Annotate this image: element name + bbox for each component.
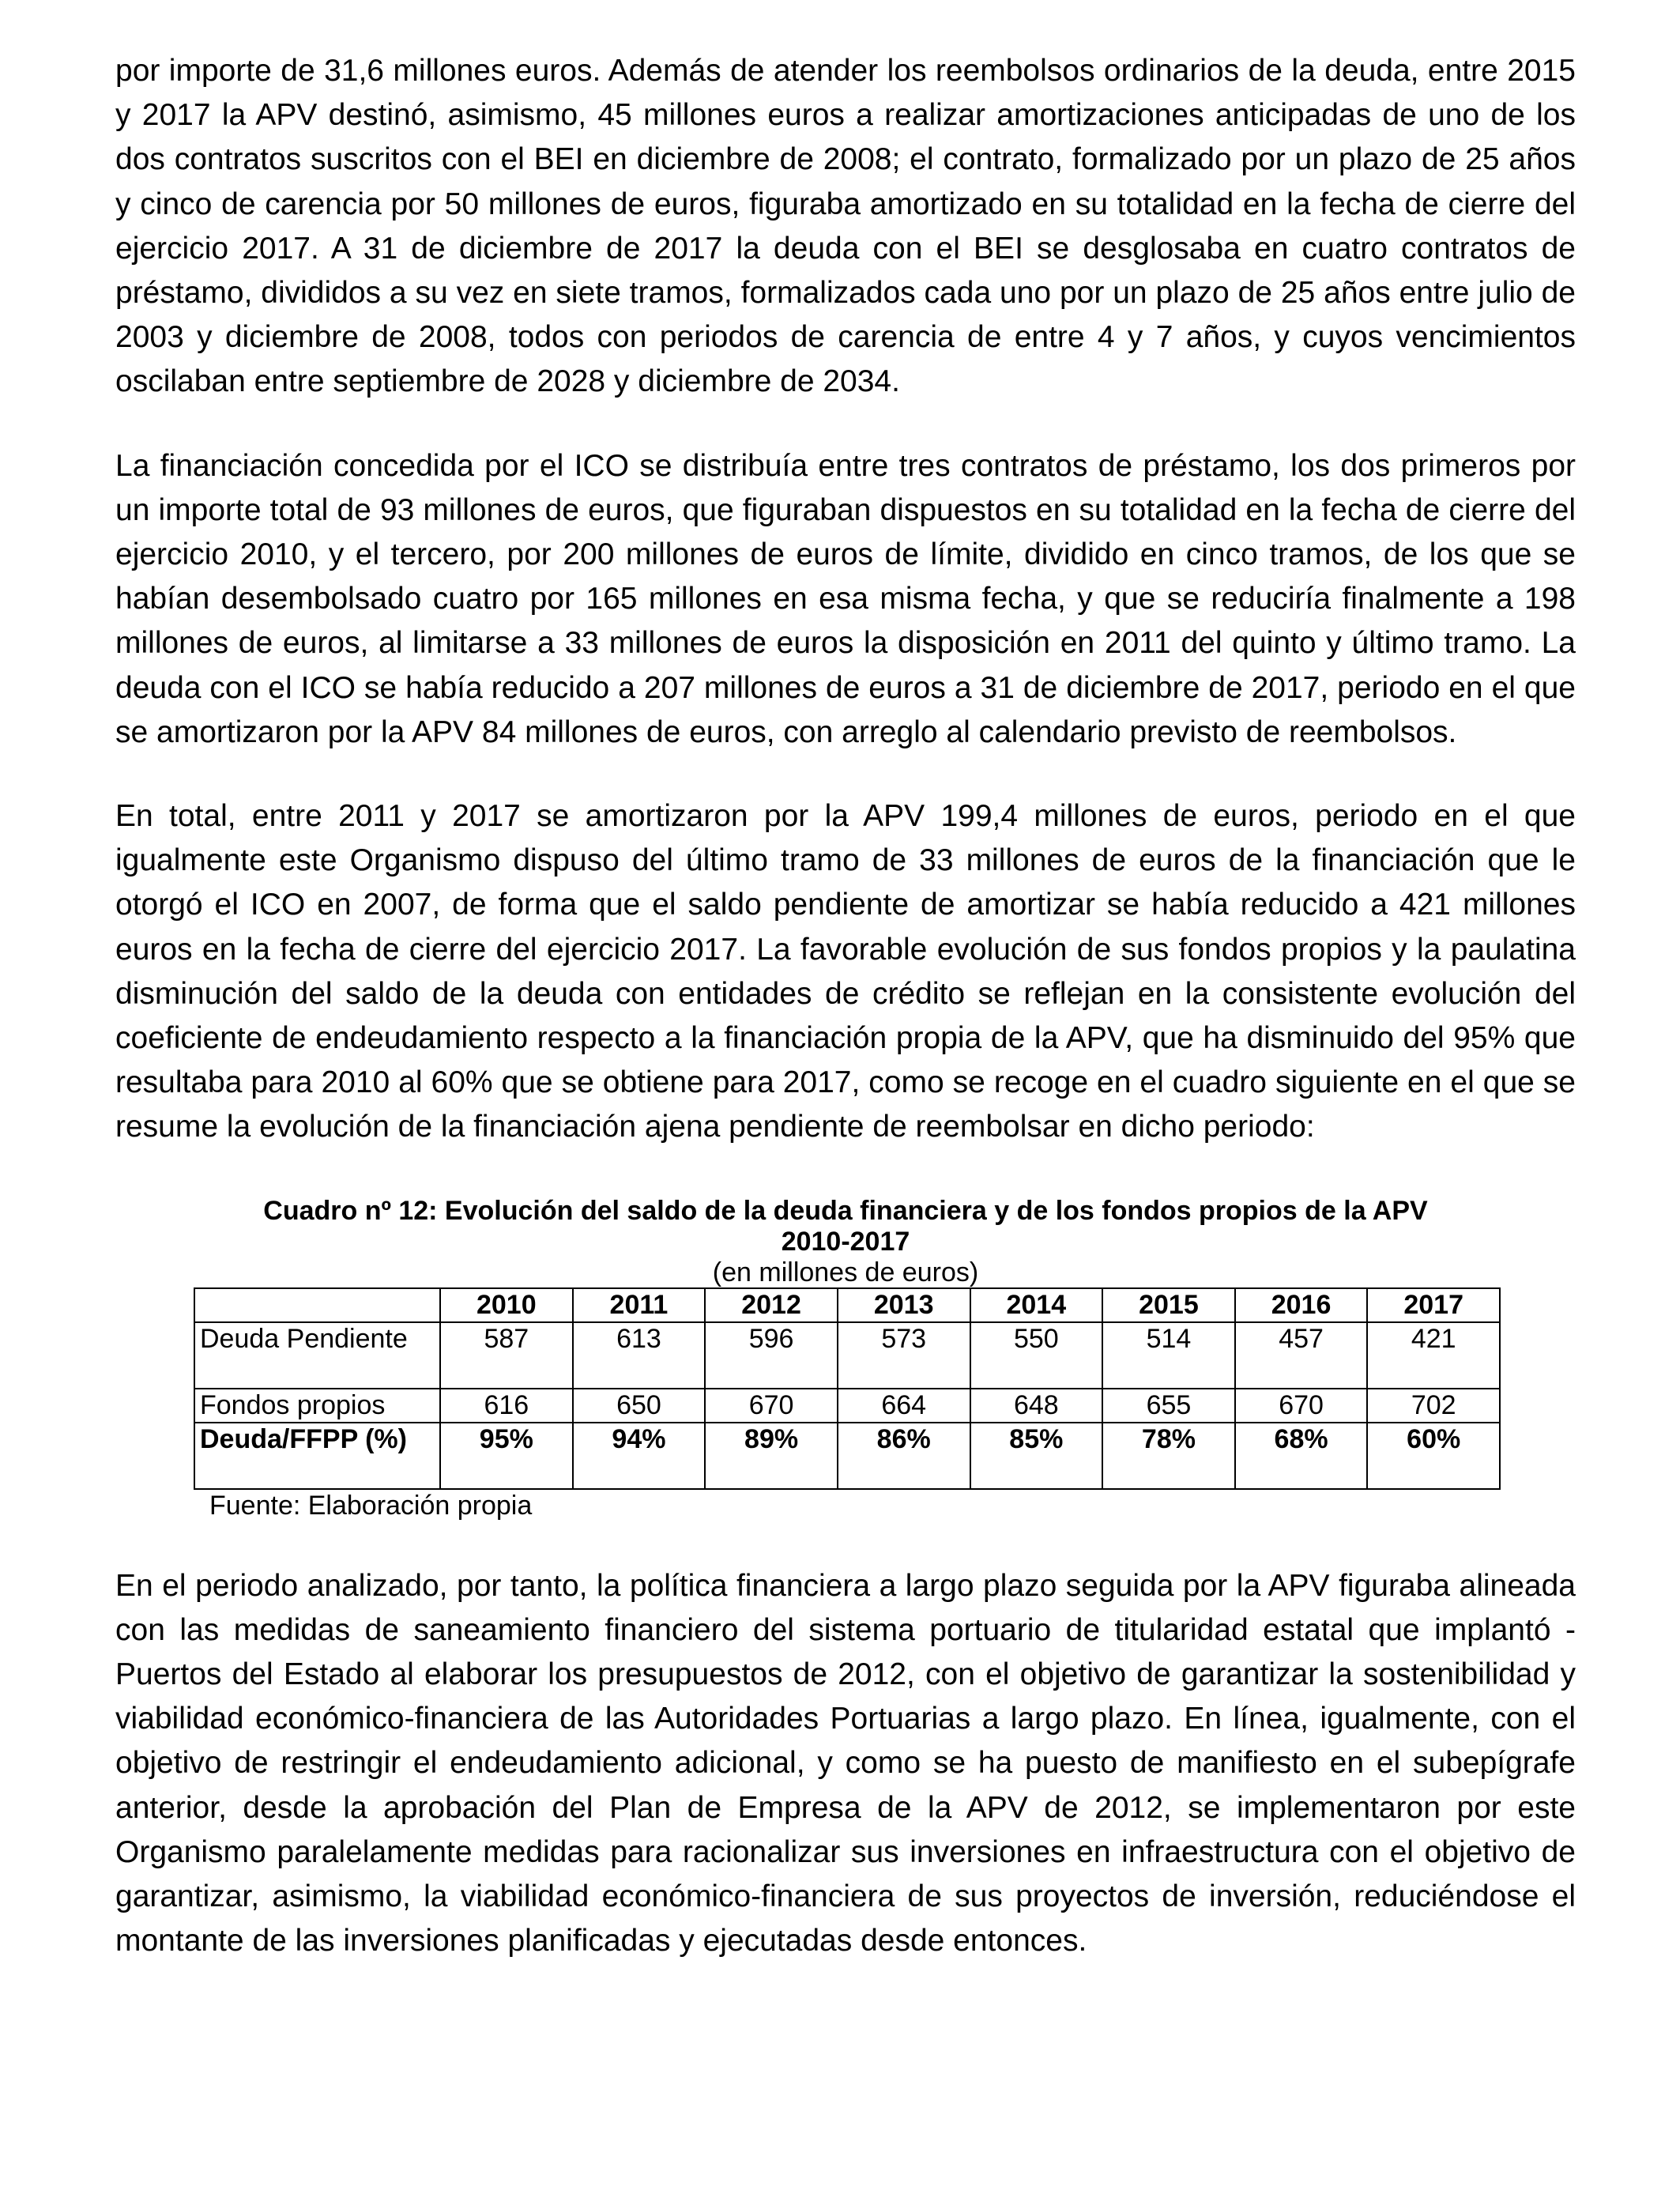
table-cell: 587 — [440, 1322, 573, 1389]
table-row — [194, 1322, 1500, 1389]
table-cell: 648 — [970, 1389, 1103, 1423]
table-cell: 421 — [1367, 1322, 1500, 1389]
table-cell: 702 — [1367, 1389, 1500, 1423]
table-source: Fuente: Elaboración propia — [209, 1490, 533, 1521]
table-header-row — [194, 1288, 1500, 1322]
row-label: Deuda/FFPP (%) — [194, 1423, 440, 1489]
table-cell: 78% — [1102, 1423, 1235, 1489]
debt-table-block — [115, 1196, 1576, 1521]
header-year: 2017 — [1367, 1288, 1500, 1322]
table-cell: 514 — [1102, 1322, 1235, 1389]
table-cell: 596 — [705, 1322, 838, 1389]
table-cell: 68% — [1235, 1423, 1368, 1489]
table-cell: 664 — [838, 1389, 970, 1423]
table-cell: 670 — [1235, 1389, 1368, 1423]
debt-table — [194, 1287, 1501, 1490]
table-cell: 86% — [838, 1423, 970, 1489]
header-year: 2013 — [838, 1288, 970, 1322]
table-title-line2: 2010-2017 — [781, 1226, 910, 1257]
table-cell: 94% — [573, 1423, 706, 1489]
table-cell: 89% — [705, 1423, 838, 1489]
document-page — [115, 49, 1576, 1964]
table-cell: 60% — [1367, 1423, 1500, 1489]
table-cell: 457 — [1235, 1322, 1368, 1389]
header-year: 2011 — [573, 1288, 706, 1322]
table-row — [194, 1389, 1500, 1423]
header-year: 2016 — [1235, 1288, 1368, 1322]
table-cell: 670 — [705, 1389, 838, 1423]
table-title-line1: Cuadro nº 12: Evolución del saldo de la deuda financiera y de los fondos propios de la APV — [263, 1195, 1428, 1226]
table-cell: 650 — [573, 1389, 706, 1423]
row-label: Fondos propios — [194, 1389, 440, 1423]
table-cell: 573 — [838, 1322, 970, 1389]
table-cell: 655 — [1102, 1389, 1235, 1423]
table-title — [115, 1196, 1576, 1257]
header-empty-cell — [194, 1288, 440, 1322]
table-cell: 550 — [970, 1322, 1103, 1389]
header-year: 2012 — [705, 1288, 838, 1322]
table-cell: 616 — [440, 1389, 573, 1423]
table-cell: 85% — [970, 1423, 1103, 1489]
paragraph-total-amortization: En total, entre 2011 y 2017 se amortizaron por la APV 199,4 millones de euros, periodo en el que igualmente este Organismo dispuso del último tramo de 33 millones de euros de la financiación que le otorgó el ICO en 2007, de forma que el saldo pendiente de amortizar se había reducido a 421 millones euros en la fecha de cierre del ejercicio 2017. La favorable evolución de sus fondos propios y la paulatina disminución del saldo de la deuda con entidades de crédito se reflejan en la consistente evolución del coeficiente de endeudamiento respecto a la financiación propia de la APV, que ha disminuido del 95% que resultaba para 2010 al 60% que se obtiene para 2017, como se recoge en el cuadro siguiente en el que se resume la evolución de la financiación ajena pendiente de reembolsar en dicho periodo: — [115, 799, 1576, 1144]
paragraph-ico-financing: La financiación concedida por el ICO se distribuía entre tres contratos de préstamo, los dos primeros por un importe total de 93 millones de euros, que figuraban dispuestos en su totalidad en la fecha de cierre del ejercicio 2010, y el tercero, por 200 millones de euros de límite, dividido en cinco tramos, de los que se habían desembolsado cuatro por 165 millones en esa misma fecha, y que se reduciría finalmente a 198 millones de euros, al limitarse a 33 millones de euros la disposición en 2011 del quinto y último tramo. La deuda con el ICO se había reducido a 207 millones de euros a 31 de diciembre de 2017, periodo en el que se amortizaron por la APV 84 millones de euros, con arreglo al calendario previsto de reembolsos. — [115, 448, 1576, 749]
table-cell: 613 — [573, 1322, 706, 1389]
table-units: (en millones de euros) — [712, 1257, 979, 1287]
table-row — [194, 1423, 1500, 1489]
header-year: 2015 — [1102, 1288, 1235, 1322]
paragraph-financial-policy: En el periodo analizado, por tanto, la política financiera a largo plazo seguida por la APV figuraba alineada con las medidas de saneamiento financiero del sistema portuario de titularidad estatal que implantó - Puertos del Estado al elaborar los presupuestos de 2012, con el objetivo de garantizar la sostenibilidad y viabilidad económico-financiera de las Autoridades Portuarias a largo plazo. En línea, igualmente, con el objetivo de restringir el endeudamiento adicional, y como se ha puesto de manifiesto en el subepígrafe anterior, desde la aprobación del Plan de Empresa de la APV de 2012, se implementaron por este Organismo paralelamente medidas para racionalizar sus inversiones en infraestructura con el objetivo de garantizar, asimismo, la viabilidad económico-financiera de sus proyectos de inversión, reduciéndose el montante de las inversiones planificadas y ejecutadas desde entonces. — [115, 1568, 1576, 1958]
row-label: Deuda Pendiente — [194, 1322, 440, 1389]
paragraph-bei-debt: por importe de 31,6 millones euros. Además de atender los reembolsos ordinarios de la deuda, entre 2015 y 2017 la APV destinó, asimismo, 45 millones euros a realizar amortizaciones anticipadas de uno de los dos contratos suscritos con el BEI en diciembre de 2008; el contrato, formalizado por un plazo de 25 años y cinco de carencia por 50 millones de euros, figuraba amortizado en su totalidad en la fecha de cierre del ejercicio 2017. A 31 de diciembre de 2017 la deuda con el BEI se desglosaba en cuatro contratos de préstamo, divididos a su vez en siete tramos, formalizados cada uno por un plazo de 25 años entre julio de 2003 y diciembre de 2008, todos con periodos de carencia de entre 4 y 7 años, y cuyos vencimientos oscilaban entre septiembre de 2028 y diciembre de 2034. — [115, 54, 1576, 399]
header-year: 2014 — [970, 1288, 1103, 1322]
table-cell: 95% — [440, 1423, 573, 1489]
header-year: 2010 — [440, 1288, 573, 1322]
